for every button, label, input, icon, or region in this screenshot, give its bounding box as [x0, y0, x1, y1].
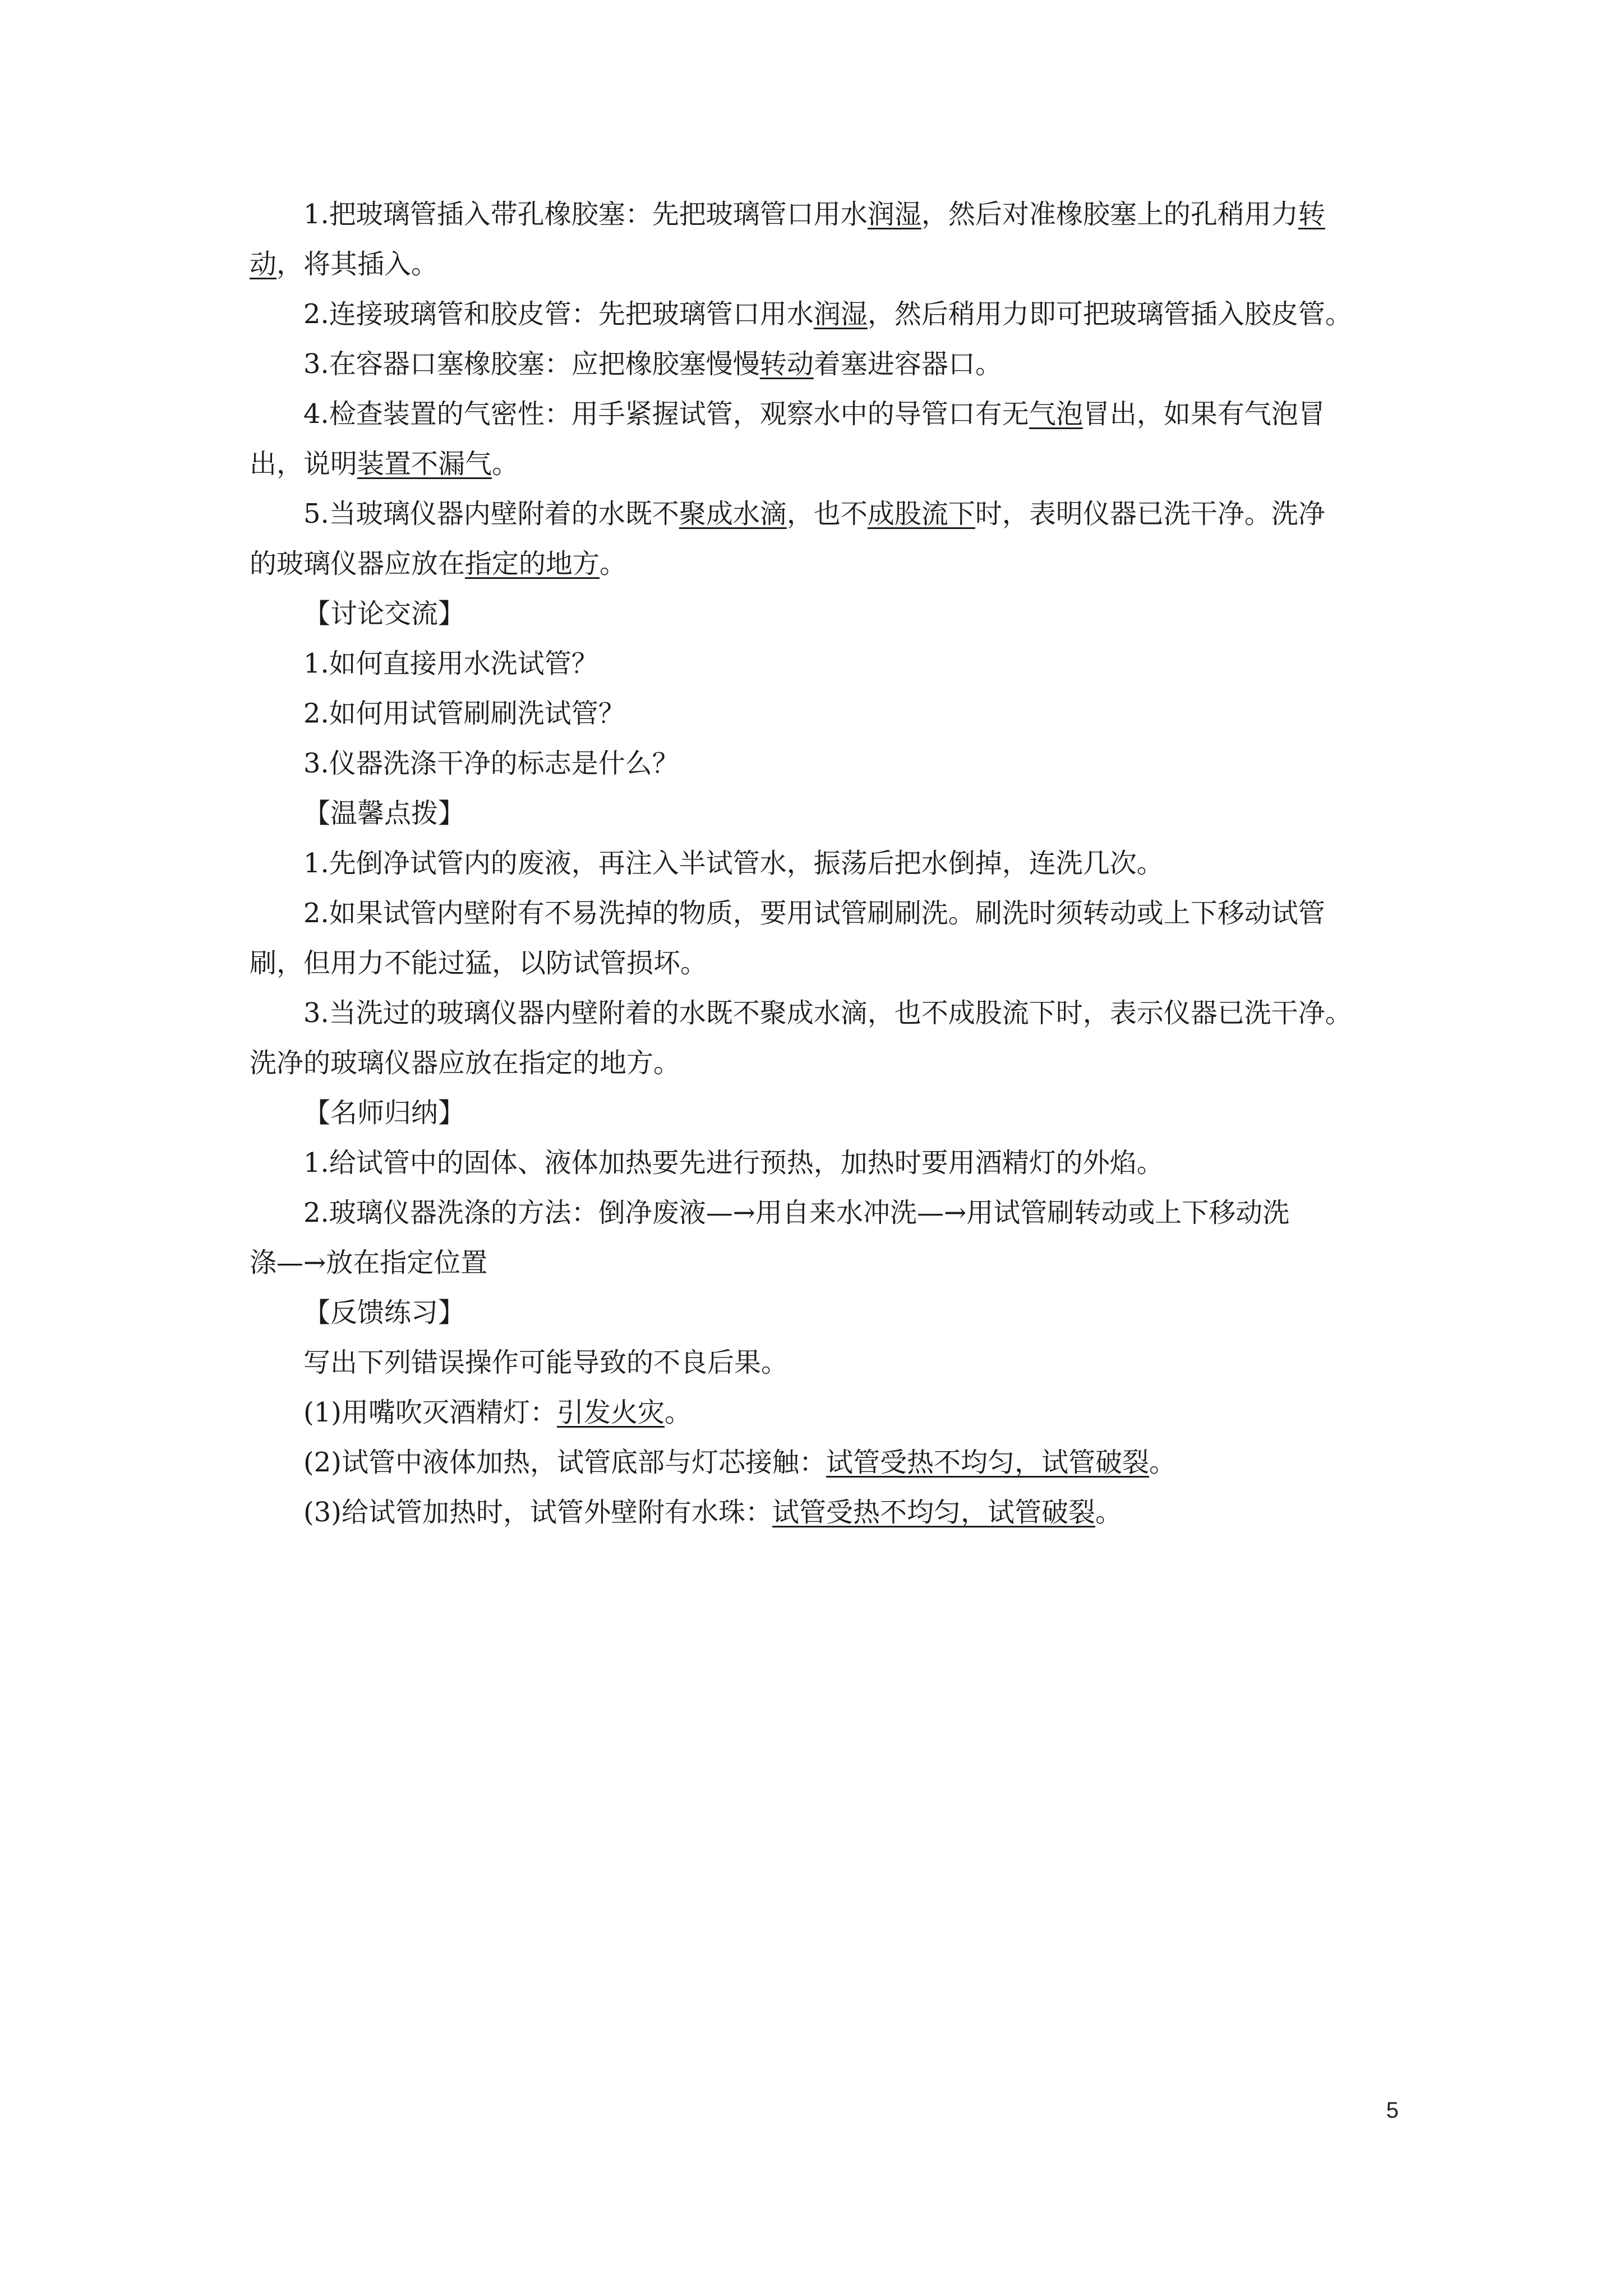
line-11: 2.如何用试管刷刷洗试管？: [303, 698, 625, 729]
line-15: 2.如果试管内壁附有不易洗掉的物质，要用试管刷刷洗。刷洗时须转动或上下移动试管: [303, 898, 1325, 929]
line-6: 出，说明装置不漏气。: [250, 448, 519, 480]
line-10: 1.如何直接用水洗试管？: [303, 648, 598, 679]
line-2: 动，将其插入。: [250, 249, 439, 280]
line-26: (2)试管中液体加热，试管底部与灯芯接触：试管受热不均匀，试管破裂。: [303, 1447, 1177, 1478]
line-1: 1.把玻璃管插入带孔橡胶塞：先把玻璃管口用水润湿，然后对准橡胶塞上的孔稍用力转: [303, 199, 1325, 230]
line-5: 4.检查装置的气密性：用手紧握试管，观察水中的导管口有无气泡冒出，如果有气泡冒: [303, 398, 1325, 430]
section-heading-discussion: 【讨论交流】: [303, 598, 465, 629]
line-21: 2.玻璃仪器洗涤的方法：倒净废液—→用自来水冲洗—→用试管刷转动或上下移动洗: [303, 1197, 1290, 1228]
line-18: 洗净的玻璃仪器应放在指定的地方。: [250, 1047, 681, 1079]
section-heading-summary: 【名师归纳】: [303, 1097, 465, 1129]
line-8: 的玻璃仪器应放在指定的地方。: [250, 548, 627, 579]
line-4: 3.在容器口塞橡胶塞：应把橡胶塞慢慢转动着塞进容器口。: [303, 348, 1002, 380]
page-number: 5: [1386, 2098, 1399, 2123]
section-heading-tips: 【温馨点拨】: [303, 798, 465, 829]
line-7: 5.当玻璃仪器内壁附着的水既不聚成水滴，也不成股流下时，表明仪器已洗干净。洗净: [303, 498, 1325, 530]
line-27: (3)给试管加热时，试管外壁附有水珠：试管受热不均匀，试管破裂。: [303, 1497, 1123, 1528]
line-24: 写出下列错误操作可能导致的不良后果。: [303, 1347, 789, 1378]
line-3: 2.连接玻璃管和胶皮管：先把玻璃管口用水润湿，然后稍用力即可把玻璃管插入胶皮管。: [303, 298, 1352, 330]
line-16: 刷，但用力不能过猛，以防试管损坏。: [250, 947, 708, 979]
line-25: (1)用嘴吹灭酒精灯：引发火灾。: [303, 1397, 692, 1428]
document-body: [250, 190, 1394, 1538]
line-14: 1.先倒净试管内的废液，再注入半试管水，振荡后把水倒掉，连洗几次。: [303, 848, 1164, 879]
line-22: 涤—→放在指定位置: [250, 1247, 488, 1278]
line-17: 3.当洗过的玻璃仪器内壁附着的水既不聚成水滴，也不成股流下时，表示仪器已洗干净。: [303, 997, 1352, 1029]
section-heading-feedback: 【反馈练习】: [303, 1297, 465, 1328]
line-12: 3.仪器洗涤干净的标志是什么？: [303, 748, 679, 779]
line-20: 1.给试管中的固体、液体加热要先进行预热，加热时要用酒精灯的外焰。: [303, 1147, 1164, 1179]
